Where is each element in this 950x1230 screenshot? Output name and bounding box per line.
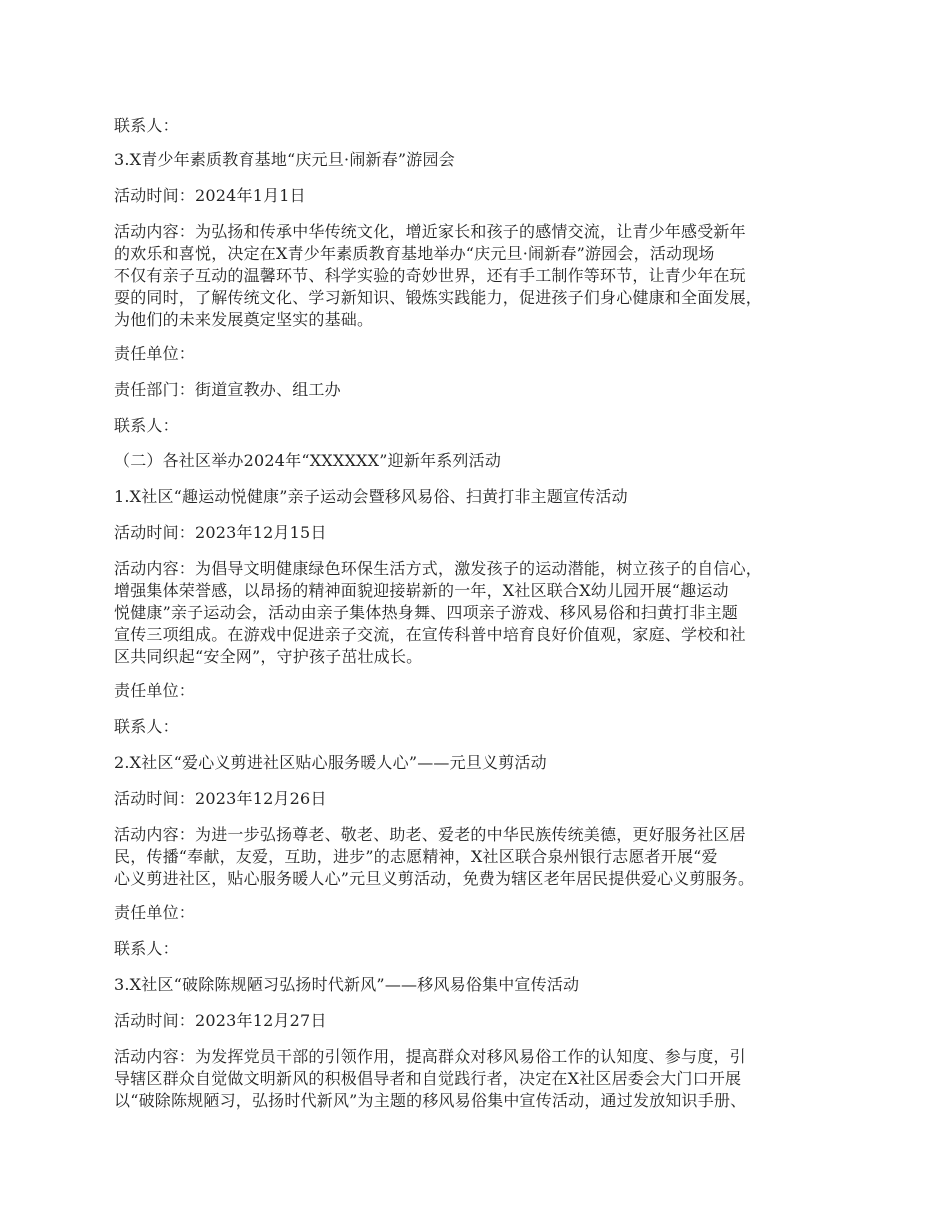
text-line: 活动内容：为进一步弘扬尊老、敬老、助老、爱老的中华民族传统美德，更好服务社区居 [114,825,746,844]
contact-label-3: 联系人： [114,717,179,736]
activity-time-3: 活动时间：2023年12月26日 [114,789,327,808]
responsible-department: 责任部门：街道宣教办、组工办 [114,380,341,399]
item-title-customs-reform: 3.X社区“破除陈规陋习弘扬时代新风”——移风易俗集中宣传活动 [114,975,580,994]
text-line: 以“破除陈规陋习，弘扬时代新风”为主题的移风易俗集中宣传活动，通过发放知识手册、 [114,1091,747,1110]
activity-content-4 [114,1046,854,1112]
text-line: 民，传播“奉献，友爱，互助，进步”的志愿精神，X社区联合泉州银行志愿者开展“爱 [114,847,718,866]
text-line: 区共同织起“安全网”，守护孩子茁壮成长。 [114,647,423,666]
item-title-haircut: 2.X社区“爱心义剪进社区贴心服务暖人心”——元旦义剪活动 [114,753,547,772]
section-heading-2: （二）各社区举办2024年“XXXXXX”迎新年系列活动 [114,451,502,470]
text-line: 为他们的未来发展奠定坚实的基础。 [114,310,374,329]
text-line: 增强集体荣誉感，以昂扬的精神面貌迎接崭新的一年，X社区联合X幼儿园开展“趣运动 [114,581,729,600]
contact-label-1: 联系人： [114,116,179,135]
activity-time-4: 活动时间：2023年12月27日 [114,1011,327,1030]
activity-content-3 [114,824,854,890]
text-line: 活动内容：为发挥党员干部的引领作用，提高群众对移风易俗工作的认知度、参与度，引 [114,1047,746,1066]
responsible-unit-1: 责任单位： [114,344,196,363]
activity-content-1 [114,221,854,331]
contact-label-2: 联系人： [114,416,179,435]
text-line: 导辖区群众自觉做文明新风的积极倡导者和自觉践行者，决定在X社区居委会大门口开展 [114,1069,742,1088]
text-line: 不仅有亲子互动的温馨环节、科学实验的奇妙世界，还有手工制作等环节，让青少年在玩 [114,266,746,285]
responsible-unit-3: 责任单位： [114,903,196,922]
activity-content-2 [114,558,854,668]
activity-time-2: 活动时间：2023年12月15日 [114,523,327,542]
item-title-youth-fair: 3.X青少年素质教育基地“庆元旦·闹新春”游园会 [114,150,455,169]
text-line: 悦健康”亲子运动会，活动由亲子集体热身舞、四项亲子游戏、移风易俗和扫黄打非主题 [114,603,738,622]
contact-label-4: 联系人： [114,939,179,958]
text-line: 宣传三项组成。在游戏中促进亲子交流，在宣传科普中培育良好价值观，家庭、学校和社 [114,625,746,644]
activity-time-1: 活动时间：2024年1月1日 [114,186,306,205]
text-line: 的欢乐和喜悦，决定在X青少年素质教育基地举办“庆元旦·闹新春”游园会，活动现场 [114,244,715,263]
text-line: 活动内容：为倡导文明健康绿色环保生活方式，激发孩子的运动潜能，树立孩子的自信心， [114,559,763,578]
text-line: 活动内容：为弘扬和传承中华传统文化，增近家长和孩子的感情交流，让青少年感受新年 [114,222,746,241]
responsible-unit-2: 责任单位： [114,681,196,700]
text-line: 耍的同时，了解传统文化、学习新知识、锻炼实践能力，促进孩子们身心健康和全面发展， [114,288,763,307]
text-line: 心义剪进社区，贴心服务暖人心”元旦义剪活动，免费为辖区老年居民提供爱心义剪服务。 [114,869,755,888]
item-title-sports-meet: 1.X社区“趣运动悦健康”亲子运动会暨移风易俗、扫黄打非主题宣传活动 [114,487,628,506]
